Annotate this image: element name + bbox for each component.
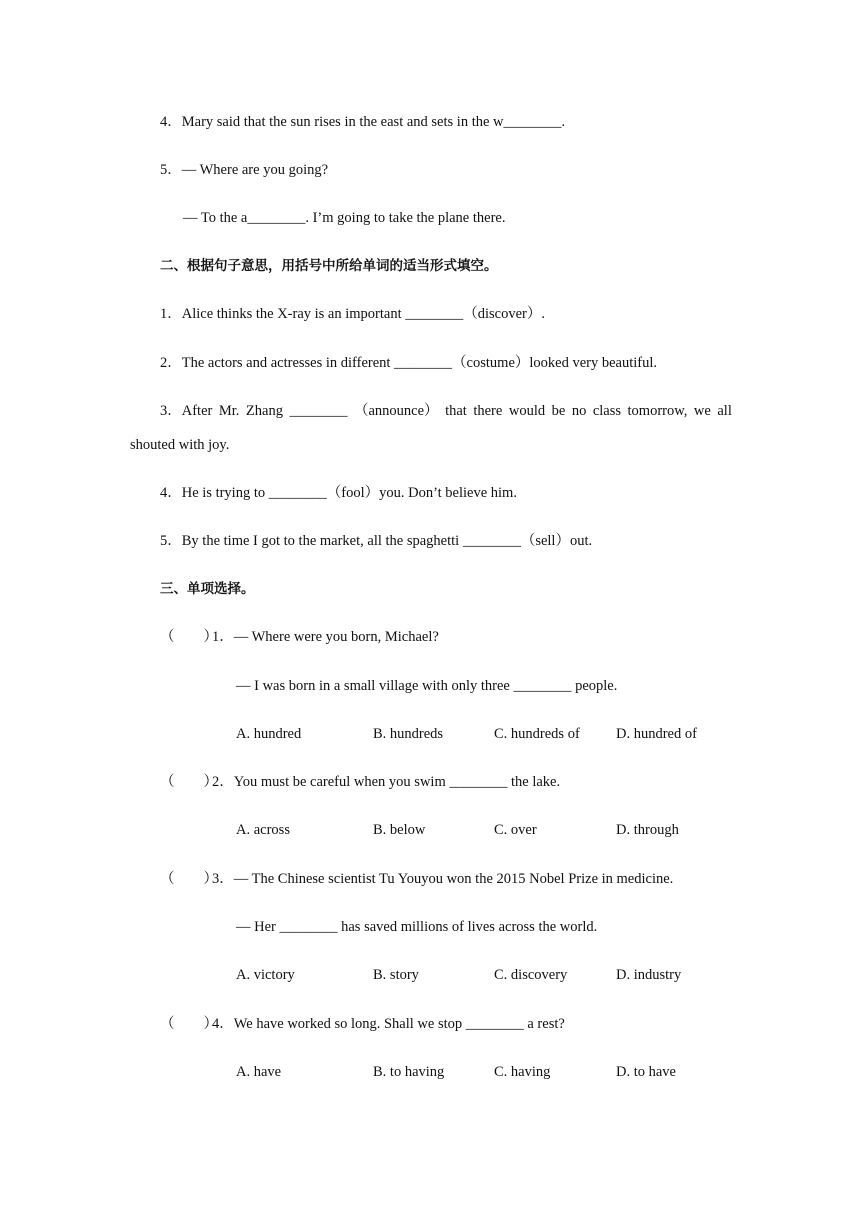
mc-1-option-c: C. hundreds of	[494, 726, 580, 742]
answer-parentheses: （ ）	[160, 774, 218, 790]
q3-word: that	[445, 403, 467, 419]
mc-1-option-b: B. hundreds	[373, 726, 444, 742]
q3-word: would	[508, 403, 546, 419]
question-5-answer: — To the a________. I’m going to take the plane there.	[183, 210, 506, 226]
q3-word: be	[551, 403, 566, 419]
mc-1-option-a: A. hundred	[236, 726, 302, 742]
mc-2-option-c: C. over	[494, 822, 537, 838]
section-3-heading: 三、单项选择。	[160, 581, 255, 597]
q3-word: Zhang	[245, 403, 283, 419]
fill-question-4: 4．He is trying to ________（fool）you. Don’t believe him.	[160, 485, 517, 501]
q3-word: there	[473, 403, 503, 419]
answer-parentheses: （ ）	[160, 871, 218, 887]
mc-2-option-a: A. across	[236, 822, 290, 838]
mc-question-1-stem: 1．— Where were you born, Michael?	[212, 629, 439, 645]
q3-word: no	[571, 403, 587, 419]
mc-question-3-stem-2: — Her ________ has saved millions of lives across the world.	[236, 919, 598, 935]
answer-parentheses: （ ）	[160, 629, 218, 645]
mc-3-option-b: B. story	[373, 967, 419, 983]
fill-question-5: 5．By the time I got to the market, all the spaghetti ________（sell）out.	[160, 533, 593, 549]
mc-2-option-d: D. through	[616, 822, 679, 838]
mc-4-option-b: B. to having	[373, 1064, 445, 1080]
q3-word: we	[693, 403, 711, 419]
mc-2-option-b: B. below	[373, 822, 426, 838]
mc-4-option-a: A. have	[236, 1064, 282, 1080]
mc-3-option-d: D. industry	[616, 967, 682, 983]
mc-3-option-c: C. discovery	[494, 967, 568, 983]
q3-word: Mr.	[218, 403, 240, 419]
mc-question-4-stem: 4．We have worked so long. Shall we stop ________ a rest?	[212, 1016, 565, 1032]
mc-4-option-d: D. to have	[616, 1064, 676, 1080]
question-5-prompt: 5．— Where are you going?	[160, 162, 329, 178]
fill-question-1: 1．Alice thinks the X-ray is an important ________（discover）.	[160, 306, 545, 322]
mc-question-1-stem-2: — I was born in a small village with only three ________ people.	[236, 678, 618, 694]
answer-parentheses: （ ）	[160, 1016, 218, 1032]
q3-word: ________	[289, 403, 348, 419]
mc-question-3-stem: 3．— The Chinese scientist Tu Youyou won the 2015 Nobel Prize in medicine.	[212, 871, 674, 887]
section-2-heading: 二、根据句子意思，用括号中所给单词的适当形式填空。	[160, 258, 498, 274]
mc-3-option-a: A. victory	[236, 967, 295, 983]
fill-question-2: 2．The actors and actresses in different ________（costume）looked very beautiful.	[160, 355, 658, 371]
q3-word: （announce）	[354, 403, 439, 419]
q3-word: class	[592, 403, 622, 419]
mc-4-option-c: C. having	[494, 1064, 551, 1080]
q3-word: all	[717, 403, 732, 419]
fill-question-3-continued: shouted with joy.	[130, 437, 230, 453]
question-4: 4．Mary said that the sun rises in the east and sets in the w________.	[160, 114, 566, 130]
fill-question-3	[160, 402, 732, 420]
q3-word: tomorrow,	[627, 403, 688, 419]
mc-question-2-stem: 2．You must be careful when you swim ________ the lake.	[212, 774, 561, 790]
mc-1-option-d: D. hundred of	[616, 726, 697, 742]
q3-word: 3．After	[160, 403, 213, 419]
